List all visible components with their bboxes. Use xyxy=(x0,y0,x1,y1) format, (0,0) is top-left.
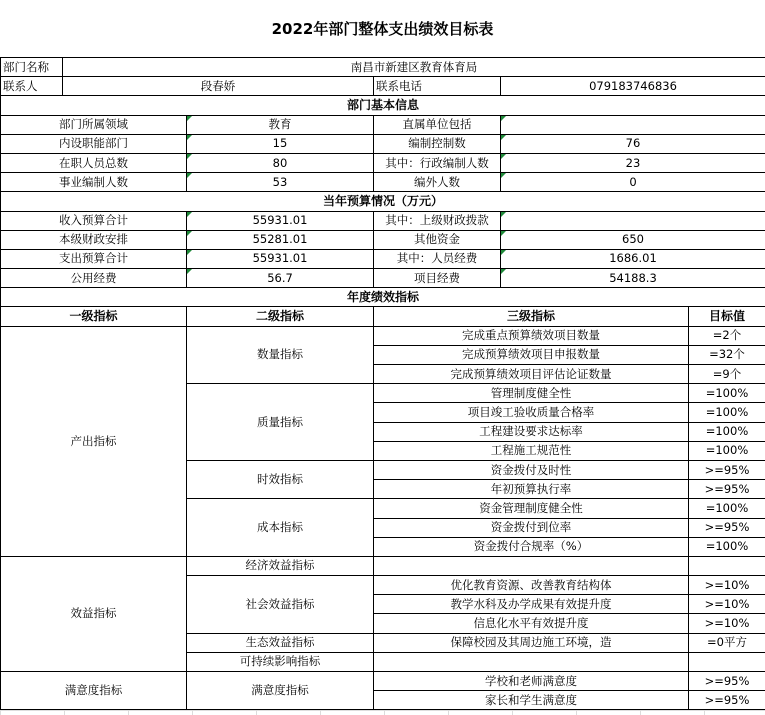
budget-value[interactable]: 55931.01 xyxy=(187,211,374,230)
basic-label: 编外人数 xyxy=(374,173,501,192)
level3-item[interactable] xyxy=(374,652,689,671)
budget-row xyxy=(1,211,765,230)
target-value[interactable]: >=95% xyxy=(689,480,765,499)
level3-item[interactable]: 资金拨付合规率（%） xyxy=(374,537,689,556)
col-level3: 三级指标 xyxy=(374,307,689,326)
basic-value[interactable]: 23 xyxy=(501,153,765,172)
budget-row xyxy=(1,269,765,288)
level3-item[interactable]: 教学水科及办学成果有效提升度 xyxy=(374,595,689,614)
budget-header: 当年预算情况（万元） xyxy=(1,192,765,211)
target-value[interactable]: =9个 xyxy=(689,365,765,384)
level2-ecological: 生态效益指标 xyxy=(187,633,374,652)
level3-item[interactable]: 保障校园及其周边施工环境，造 xyxy=(374,633,689,652)
basic-row xyxy=(1,153,765,172)
basic-label: 内设职能部门 xyxy=(1,134,187,153)
basic-row xyxy=(1,173,765,192)
basic-label: 在职人员总数 xyxy=(1,153,187,172)
target-value[interactable]: >=95% xyxy=(689,691,765,710)
target-value[interactable]: >=10% xyxy=(689,576,765,595)
phone-value[interactable]: 079183746836 xyxy=(501,77,765,96)
level3-item[interactable]: 完成重点预算绩效项目数量 xyxy=(374,326,689,345)
basic-value[interactable]: 0 xyxy=(501,173,765,192)
indicator-row xyxy=(1,556,765,575)
budget-label: 支出预算合计 xyxy=(1,249,187,268)
level3-item[interactable]: 优化教育资源、改善教育结构体 xyxy=(374,576,689,595)
level3-item[interactable]: 年初预算执行率 xyxy=(374,480,689,499)
target-value[interactable]: =100% xyxy=(689,403,765,422)
basic-row xyxy=(1,134,765,153)
level3-item[interactable]: 资金拨付到位率 xyxy=(374,518,689,537)
target-value[interactable]: =100% xyxy=(689,441,765,460)
col-target: 目标值 xyxy=(689,307,765,326)
basic-label: 直属单位包括 xyxy=(374,115,501,134)
target-value[interactable]: >=95% xyxy=(689,672,765,691)
budget-label: 其中：人员经费 xyxy=(374,249,501,268)
target-value[interactable]: >=95% xyxy=(689,518,765,537)
budget-value[interactable]: 56.7 xyxy=(187,269,374,288)
performance-table xyxy=(0,57,765,710)
level3-item[interactable]: 学校和老师满意度 xyxy=(374,672,689,691)
level2-time: 时效指标 xyxy=(187,460,374,498)
level3-item[interactable]: 资金管理制度健全性 xyxy=(374,499,689,518)
level3-item[interactable]: 完成预算绩效项目评估论证数量 xyxy=(374,365,689,384)
level3-item[interactable]: 工程施工规范性 xyxy=(374,441,689,460)
contact-value[interactable]: 段春娇 xyxy=(63,77,374,96)
target-value[interactable]: =100% xyxy=(689,384,765,403)
budget-label: 项目经费 xyxy=(374,269,501,288)
basic-value[interactable]: 15 xyxy=(187,134,374,153)
page-title: 2022年部门整体支出绩效目标表 xyxy=(0,0,765,57)
target-value[interactable]: =100% xyxy=(689,499,765,518)
basic-value[interactable]: 80 xyxy=(187,153,374,172)
level1-benefit: 效益指标 xyxy=(1,556,187,671)
target-value[interactable]: =100% xyxy=(689,422,765,441)
budget-value[interactable]: 650 xyxy=(501,230,765,249)
level2-economic: 经济效益指标 xyxy=(187,556,374,575)
target-value[interactable]: =32个 xyxy=(689,345,765,364)
level3-item[interactable]: 完成预算绩效项目申报数量 xyxy=(374,345,689,364)
budget-value[interactable]: 55931.01 xyxy=(187,249,374,268)
target-value[interactable]: >=10% xyxy=(689,614,765,633)
target-value[interactable]: =0平方 xyxy=(689,633,765,652)
budget-row xyxy=(1,230,765,249)
basic-label: 其中：行政编制人数 xyxy=(374,153,501,172)
basic-value[interactable] xyxy=(501,115,765,134)
target-value[interactable]: >=95% xyxy=(689,460,765,479)
target-value[interactable] xyxy=(689,556,765,575)
basic-row xyxy=(1,115,765,134)
target-value[interactable]: =2个 xyxy=(689,326,765,345)
budget-label: 公用经费 xyxy=(1,269,187,288)
budget-value[interactable]: 1686.01 xyxy=(501,249,765,268)
budget-value[interactable]: 54188.3 xyxy=(501,269,765,288)
target-value[interactable]: =100% xyxy=(689,537,765,556)
target-value[interactable] xyxy=(689,652,765,671)
level3-item[interactable]: 资金拨付及时性 xyxy=(374,460,689,479)
level2-quantity: 数量指标 xyxy=(187,326,374,384)
budget-label: 其他资金 xyxy=(374,230,501,249)
budget-label: 收入预算合计 xyxy=(1,211,187,230)
basic-value[interactable]: 76 xyxy=(501,134,765,153)
level3-item[interactable]: 项目竣工验收质量合格率 xyxy=(374,403,689,422)
basic-value[interactable]: 53 xyxy=(187,173,374,192)
budget-row xyxy=(1,249,765,268)
budget-label: 本级财政安排 xyxy=(1,230,187,249)
level2-quality: 质量指标 xyxy=(187,384,374,461)
phone-label: 联系电话 xyxy=(374,77,501,96)
basic-label: 事业编制人数 xyxy=(1,173,187,192)
budget-value[interactable]: 55281.01 xyxy=(187,230,374,249)
dept-name-row xyxy=(1,58,765,77)
level3-item[interactable]: 信息化水平有效提升度 xyxy=(374,614,689,633)
basic-info-header: 部门基本信息 xyxy=(1,96,765,115)
budget-label: 其中：上级财政拨款 xyxy=(374,211,501,230)
dept-name-label: 部门名称 xyxy=(1,58,63,77)
indicator-row xyxy=(1,672,765,691)
target-value[interactable]: >=10% xyxy=(689,595,765,614)
level2-satisfaction: 满意度指标 xyxy=(187,672,374,710)
contact-label: 联系人 xyxy=(1,77,63,96)
indicator-row xyxy=(1,326,765,345)
level2-sustainable: 可持续影响指标 xyxy=(187,652,374,671)
level3-item[interactable]: 管理制度健全性 xyxy=(374,384,689,403)
col-level1: 一级指标 xyxy=(1,307,187,326)
level3-item[interactable]: 工程建设要求达标率 xyxy=(374,422,689,441)
level3-item[interactable] xyxy=(374,556,689,575)
basic-label: 编制控制数 xyxy=(374,134,501,153)
level2-social: 社会效益指标 xyxy=(187,576,374,634)
basic-label: 部门所属领域 xyxy=(1,115,187,134)
level1-satisfaction: 满意度指标 xyxy=(1,672,187,710)
level3-item[interactable]: 家长和学生满意度 xyxy=(374,691,689,710)
level1-output: 产出指标 xyxy=(1,326,187,556)
dept-name-value[interactable]: 南昌市新建区教育体育局 xyxy=(63,58,765,77)
perf-header: 年度绩效指标 xyxy=(1,288,765,307)
basic-value[interactable]: 教育 xyxy=(187,115,374,134)
col-level2: 二级指标 xyxy=(187,307,374,326)
contact-row xyxy=(1,77,765,96)
level2-cost: 成本指标 xyxy=(187,499,374,557)
budget-value[interactable] xyxy=(501,211,765,230)
perf-column-headers xyxy=(1,307,765,326)
